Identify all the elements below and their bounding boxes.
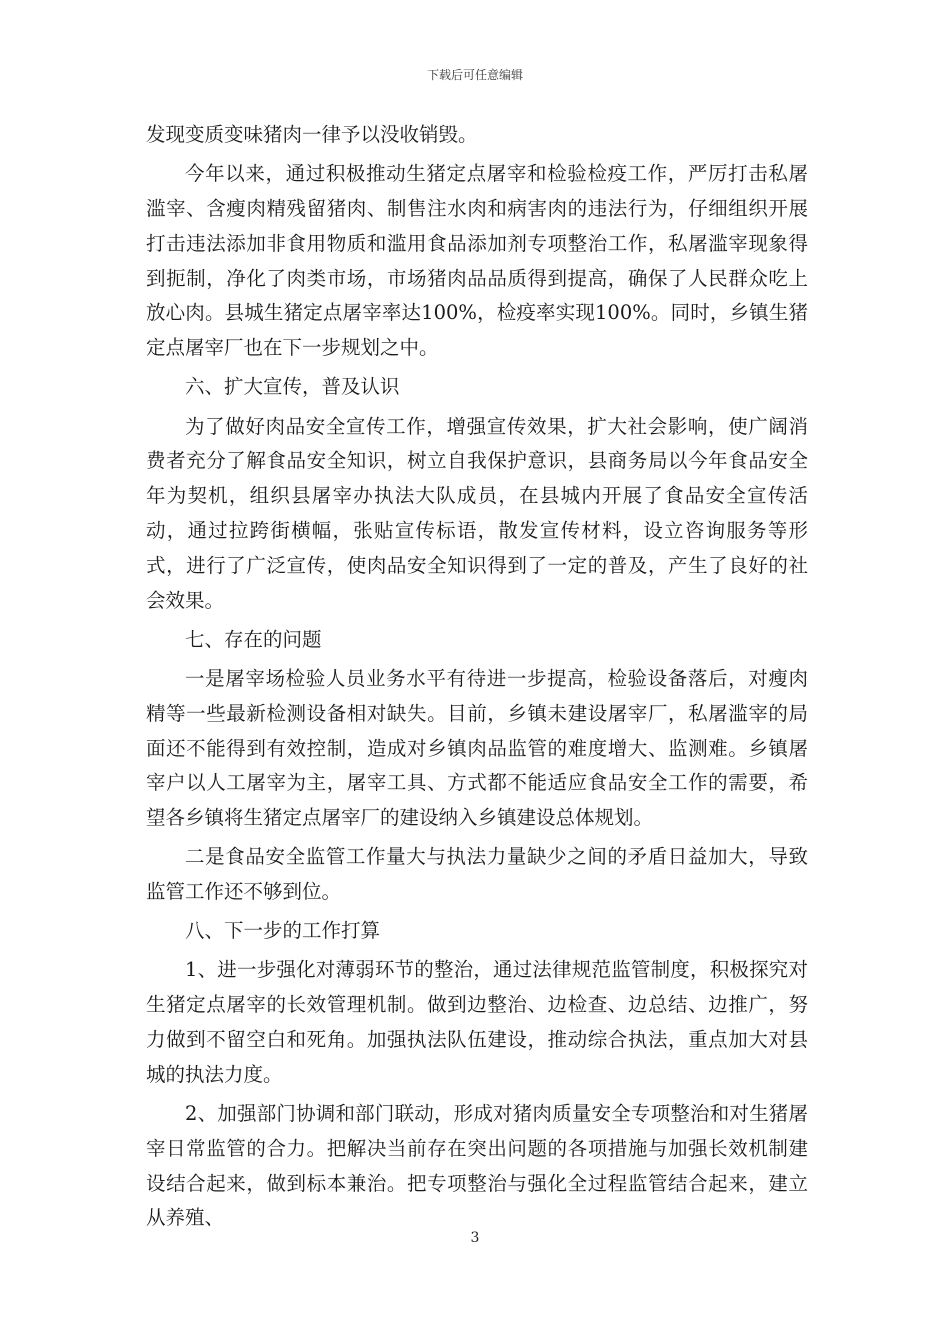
page-number: 3 (470, 1230, 480, 1246)
section-heading-seven: 七、存在的问题 (185, 627, 322, 651)
paragraph-problem-two: 二是食品安全监管工作量大与执法力量缺少之间的矛盾日益加大，导致监管工作还不够到位。 (146, 845, 808, 904)
paragraph-continuation: 发现变质变味猪肉一律予以没收销毁。 (146, 123, 478, 146)
paragraph-plan-two: 2、加强部门协调和部门联动，形成对猪肉质量安全专项整治和对生猪屠宰日常监管的合力。把解决当前存在突出问题的各项措施与加强长效机制建设结合起来，做到标本兼治。把专项整治与强化全过程监管结合起来，建立从养殖、 (146, 1102, 808, 1230)
paragraph-progress: 今年以来，通过积极推动生猪定点屠宰和检验检疫工作，严厉打击私屠滥宰、含瘦肉精残留猪肉、制售注水肉和病害肉的违法行为，仔细组织开展打击违法添加非食用物质和滥用食品添加剂专项整治工作，私屠滥宰现象得到扼制，净化了肉类市场，市场猪肉品品质得到提高，确保了人民群众吃上放心肉。县城生猪定点屠宰率达100%，检疫率实现100%。同时，乡镇生猪定点屠宰厂也在下一步规划之中。 (146, 162, 808, 360)
section-heading-eight: 八、下一步的工作打算 (185, 919, 381, 943)
paragraph-problem-one: 一是屠宰场检验人员业务水平有待进一步提高，检验设备落后，对瘦肉精等一些最新检测设备相对缺失。目前，乡镇未建设屠宰厂，私屠滥宰的局面还不能得到有效控制，造成对乡镇肉品监管的难度增大、监测难。乡镇屠宰户以人工屠宰为主，屠宰工具、方式都不能适应食品安全工作的需要，希望各乡镇将生猪定点屠宰厂的建设纳入乡镇建设总体规划。 (146, 666, 808, 830)
paragraph-plan-one: 1、进一步强化对薄弱环节的整治，通过法律规范监管制度，积极探究对生猪定点屠宰的长效管理机制。做到边整治、边检查、边总结、边推广，努力做到不留空白和死角。加强执法队伍建设，推动综合执法，重点加大对县城的执法力度。 (146, 958, 808, 1086)
paragraph-publicity: 为了做好肉品安全宣传工作，增强宣传效果，扩大社会影响，使广阔消费者充分了解食品安全知识，树立自我保护意识，县商务局以今年食品安全年为契机，组织县屠宰办执法大队成员，在县城内开展了食品安全宣传活动，通过拉跨街横幅，张贴宣传标语，散发宣传材料，设立咨询服务等形式，进行了广泛宣传，使肉品安全知识得到了一定的普及，产生了良好的社会效果。 (146, 414, 808, 612)
section-heading-six: 六、扩大宣传，普及认识 (185, 375, 400, 399)
page-header: 下载后可任意编辑 (426, 68, 523, 82)
document-body (146, 118, 808, 1241)
